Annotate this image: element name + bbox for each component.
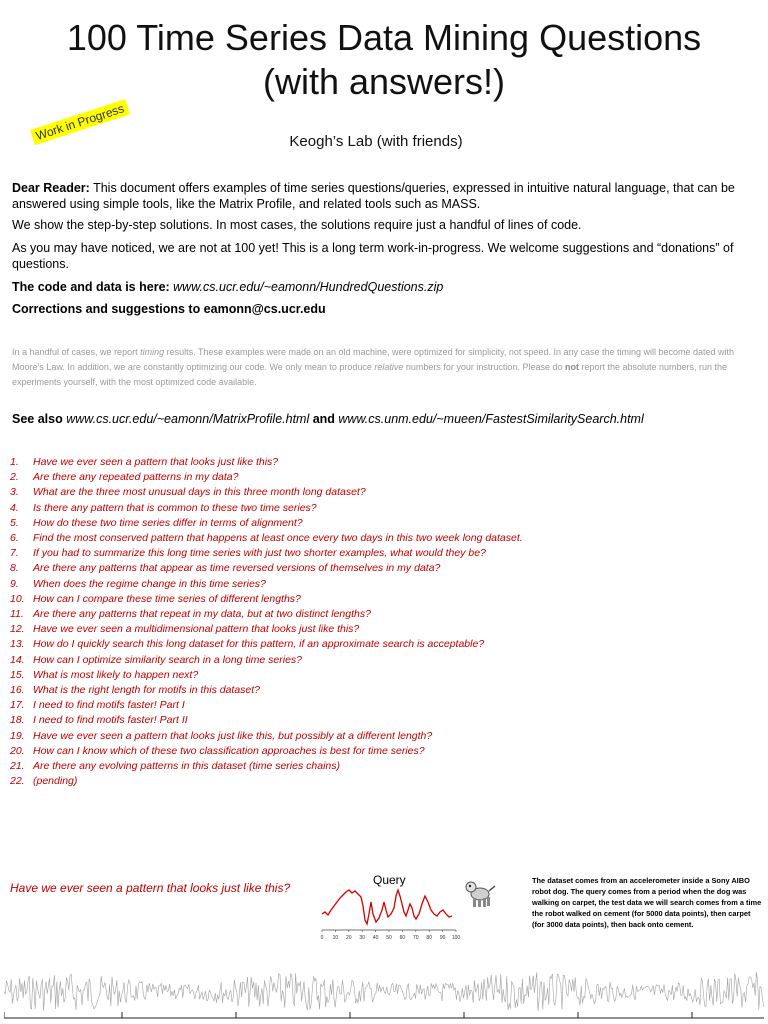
query-tick-label: 40 — [372, 935, 379, 941]
query-label: Query — [373, 873, 406, 887]
query-tick-label: 80 — [426, 935, 432, 941]
question-text: What are the three most unusual days in this three month long dataset? — [33, 486, 366, 499]
question-text: When does the regime change in this time series? — [33, 577, 266, 590]
code-paragraph — [12, 279, 758, 295]
long-series-ticks — [4, 1012, 692, 1018]
code-link[interactable]: www.cs.ucr.edu/~eamonn/HundredQuestions.zip — [173, 280, 444, 294]
question-number: 2. — [10, 471, 19, 484]
note-part: numbers for your instruction. Please do — [403, 362, 565, 372]
question-item — [10, 653, 523, 668]
question-item — [10, 622, 523, 637]
fastest-similarity-link[interactable]: www.cs.unm.edu/~mueen/FastestSimilaritySearch.html — [338, 412, 644, 426]
dear-reader-label: Dear Reader: — [12, 181, 90, 195]
query-tick-label: 100 — [451, 935, 461, 941]
question-text: How do these two time series differ in terms of alignment? — [33, 516, 303, 529]
query-tick-label: 50 — [386, 935, 392, 941]
question-item — [10, 607, 523, 622]
question-text: Are there any evolving patterns in this dataset (time series chains) — [33, 760, 340, 773]
long-series-line — [4, 972, 764, 1011]
question-text: What is the right length for motifs in this dataset? — [33, 684, 261, 697]
question-number: 18. — [10, 714, 25, 727]
robot-dog-icon — [462, 876, 498, 912]
question-item — [10, 668, 523, 683]
question-text: How can I compare these time series of different lengths? — [33, 592, 301, 605]
timing-note — [12, 345, 758, 390]
question-item — [10, 637, 523, 652]
question-item — [10, 698, 523, 713]
question-item — [10, 501, 523, 516]
page-title: 100 Time Series Data Mining Questions — [66, 17, 702, 58]
question-number: 14. — [10, 653, 25, 666]
question-item — [10, 516, 523, 531]
query-tick-label: 70 — [413, 935, 419, 941]
question-text: Find the most conserved pattern that happens at least once every two days in this two week long dataset. — [33, 532, 523, 545]
question-number: 17. — [10, 699, 25, 712]
note-timing: timing — [140, 347, 165, 357]
question-number: 15. — [10, 668, 25, 681]
question-number: 21. — [10, 760, 25, 773]
intro-text: This document offers examples of time series questions/queries, expressed in intuitive natural language, that can be answered using simple tools, like the Matrix Profile, and related tools such as MASS. — [12, 181, 735, 211]
question-number: 22. — [10, 775, 25, 788]
question-item — [10, 713, 523, 728]
question-number: 1. — [10, 456, 19, 468]
example-question: Have we ever seen a pattern that looks just like this? — [10, 881, 291, 895]
question-text: Have we ever seen a pattern that looks just like this? — [33, 456, 279, 468]
authors: Keogh’s Lab (with friends) — [289, 133, 463, 150]
see-also-line — [12, 412, 644, 426]
question-item — [10, 577, 523, 592]
query-tick-label: 90 — [439, 935, 446, 941]
intro-paragraph — [12, 180, 758, 212]
question-text: Have we ever seen a pattern that looks just like this, but possibly at a different length? — [33, 729, 433, 742]
query-tick-label: 20 — [346, 935, 352, 941]
question-number: 3. — [10, 486, 19, 499]
long-time-series — [4, 966, 764, 1024]
see-also-and: and — [309, 412, 339, 426]
question-number: 10. — [10, 592, 25, 605]
note-part: results. These examples were made on an old machine, were optimized for simplicity, not speed. In any case the timing will become dated with Moore’s Law. In addition, we are constantly optimizing our code. We only mean to produce — [12, 347, 735, 372]
question-number: 12. — [10, 623, 25, 636]
dataset-description: The dataset comes from an accelerometer inside a Sony AIBO robot dog. The query comes from a period when the dog was walking on carpet, the test data we will search comes from a time the robot walked on cement (for 5000 data points), then carpet (for 3000 data points), then back onto cement. — [532, 876, 762, 929]
question-item — [10, 592, 523, 607]
question-item — [10, 455, 523, 470]
corrections-line: Corrections and suggestions to eamonn@cs.ucr.edu — [12, 302, 326, 316]
question-item — [10, 546, 523, 561]
question-item — [10, 470, 523, 485]
question-number: 5. — [10, 516, 19, 529]
steps-paragraph: We show the step-by-step solutions. In most cases, the solutions require just a handful of lines of code. — [12, 218, 582, 232]
question-text: Are there any repeated patterns in my data? — [33, 471, 239, 484]
question-number: 20. — [10, 744, 25, 757]
note-relative: relative — [374, 362, 404, 372]
query-tick-label: 60 — [399, 935, 406, 941]
question-text: How do I quickly search this long dataset for this pattern, if an approximate search is acceptable? — [33, 638, 485, 651]
question-item — [10, 531, 523, 546]
query-series — [322, 890, 452, 924]
question-item — [10, 683, 523, 698]
question-item — [10, 744, 523, 759]
question-item — [10, 759, 523, 774]
question-number: 16. — [10, 684, 25, 697]
question-text: How can I optimize similarity search in a long time series? — [33, 653, 303, 666]
query-tick-label: 10 — [332, 935, 339, 941]
question-text: I need to find motifs faster! Part I — [33, 699, 185, 712]
question-item — [10, 561, 523, 576]
question-text: What is most likely to happen next? — [33, 668, 199, 681]
question-text: I need to find motifs faster! Part II — [33, 714, 188, 727]
question-text: If you had to summarize this long time series with just two shorter examples, what would they be? — [33, 547, 486, 560]
note-not: not — [564, 362, 579, 372]
question-number: 4. — [10, 501, 19, 514]
question-text: Are there any patterns that appear as time reversed versions of themselves in my data? — [33, 562, 441, 575]
question-text: How can I know which of these two classification approaches is best for time series? — [33, 744, 425, 757]
question-text: (pending) — [33, 775, 78, 788]
query-tick-label: 30 — [359, 935, 365, 941]
question-number: 13. — [10, 638, 25, 651]
question-item — [10, 774, 523, 789]
question-text: Have we ever seen a multidimensional pattern that looks just like this? — [33, 623, 360, 636]
query-ticks — [321, 930, 461, 941]
query-plot — [316, 884, 462, 942]
code-label: The code and data is here: — [12, 280, 174, 294]
question-list — [10, 455, 523, 789]
work-in-progress-badge: Work in Progress — [30, 99, 130, 145]
note-part: report the absolute numbers, run the experiments yourself, with the most optimized code available. — [12, 362, 728, 387]
page-subtitle: (with answers!) — [262, 61, 506, 102]
question-number: 7. — [10, 547, 19, 560]
question-number: 8. — [10, 562, 19, 575]
question-text: Are there any patterns that repeat in my data, but at two distinct lengths? — [33, 608, 371, 621]
matrix-profile-link[interactable]: www.cs.ucr.edu/~eamonn/MatrixProfile.html — [66, 412, 310, 426]
question-text: Is there any pattern that is common to these two time series? — [33, 501, 317, 514]
question-number: 9. — [10, 577, 19, 590]
question-item — [10, 729, 523, 744]
note-part: In a handful of cases, we report — [12, 347, 141, 357]
see-also-label: See also — [12, 412, 67, 426]
question-number: 11. — [10, 608, 24, 621]
question-number: 19. — [10, 729, 25, 742]
question-item — [10, 485, 523, 500]
progress-paragraph: As you may have noticed, we are not at 100 yet! This is a long term work-in-progress. We welcome suggestions and “donations” of questions. — [12, 241, 734, 271]
question-number: 6. — [10, 532, 19, 545]
query-tick-label: 0 — [320, 935, 324, 941]
